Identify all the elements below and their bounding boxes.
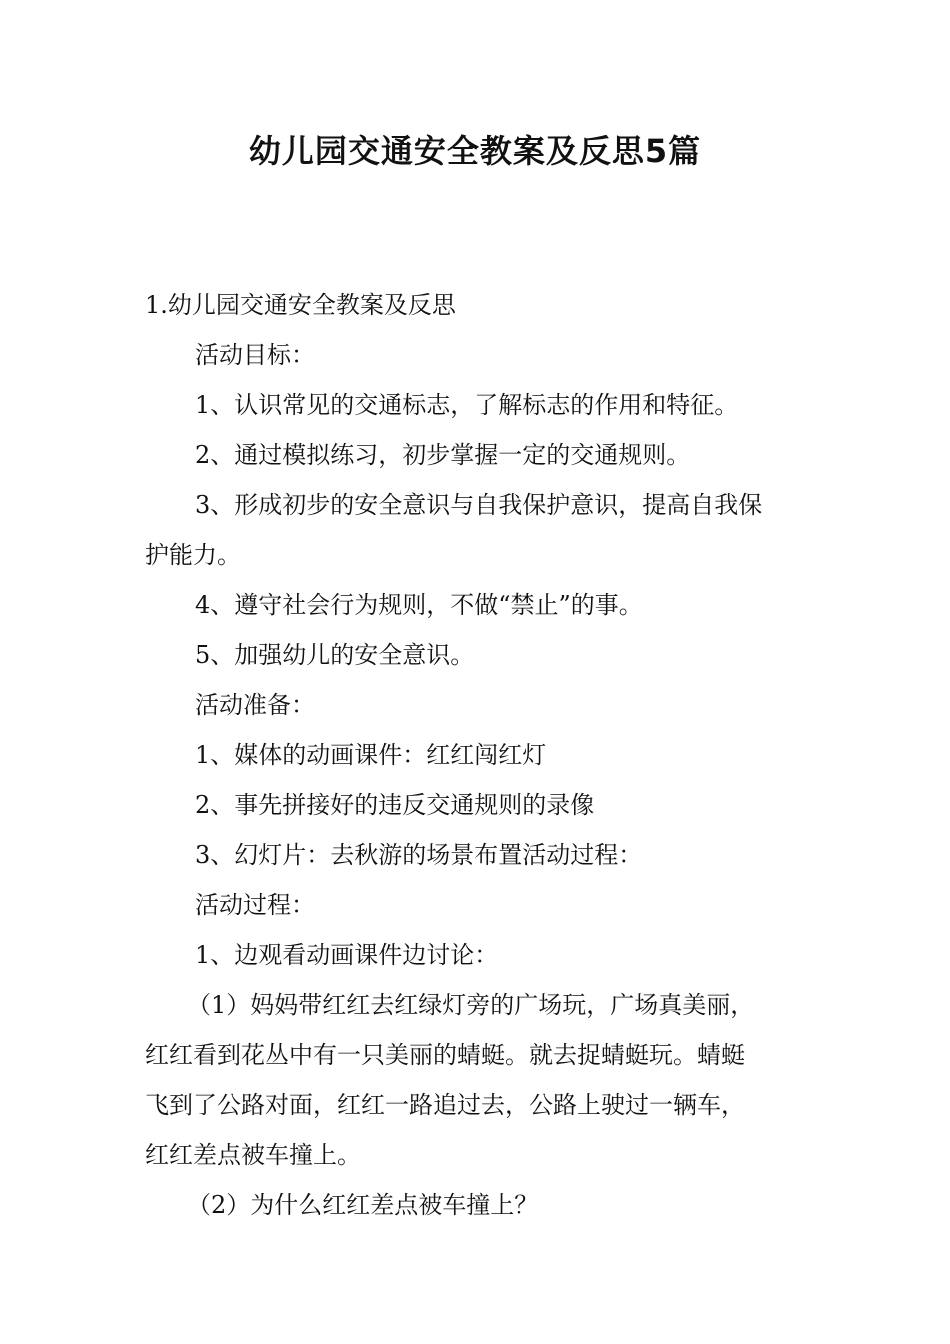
paragraph-line: （1）妈妈带红红去红绿灯旁的广场玩，广场真美丽， bbox=[187, 991, 755, 1019]
paragraph-line: 护能力。 bbox=[145, 541, 241, 569]
paragraph-line: 3、形成初步的安全意识与自我保护意识，提高自我保 bbox=[195, 491, 763, 519]
paragraph-line: 活动准备： bbox=[195, 691, 315, 719]
paragraph-line: 3、幻灯片：去秋游的场景布置活动过程： bbox=[195, 841, 643, 869]
paragraph-line: 1、媒体的动画课件：红红闯红灯 bbox=[195, 741, 547, 769]
section-heading: 1.幼儿园交通安全教案及反思 bbox=[145, 291, 456, 319]
paragraph-line: 1、认识常见的交通标志，了解标志的作用和特征。 bbox=[195, 391, 739, 419]
paragraph-line: 2、通过模拟练习，初步掌握一定的交通规则。 bbox=[195, 441, 691, 469]
paragraph-line: 红红差点被车撞上。 bbox=[145, 1141, 361, 1169]
document-body bbox=[145, 280, 810, 1230]
paragraph-line: 2、事先拼接好的违反交通规则的录像 bbox=[195, 791, 595, 819]
paragraph-line: （2）为什么红红差点被车撞上？ bbox=[187, 1191, 539, 1219]
paragraph-line: 4、遵守社会行为规则，不做“禁止”的事。 bbox=[195, 591, 643, 619]
paragraph-line: 活动目标： bbox=[195, 341, 315, 369]
paragraph-line: 5、加强幼儿的安全意识。 bbox=[195, 641, 475, 669]
paragraph-line: 红红看到花丛中有一只美丽的蜻蜓。就去捉蜻蜓玩。蜻蜓 bbox=[145, 1041, 745, 1069]
page-title: 幼儿园交通安全教案及反思5篇 bbox=[248, 132, 702, 170]
paragraph-line: 1、边观看动画课件边讨论： bbox=[195, 941, 499, 969]
paragraph-line: 飞到了公路对面，红红一路追过去，公路上驶过一辆车， bbox=[145, 1091, 745, 1119]
paragraph-line: 活动过程： bbox=[195, 891, 315, 919]
